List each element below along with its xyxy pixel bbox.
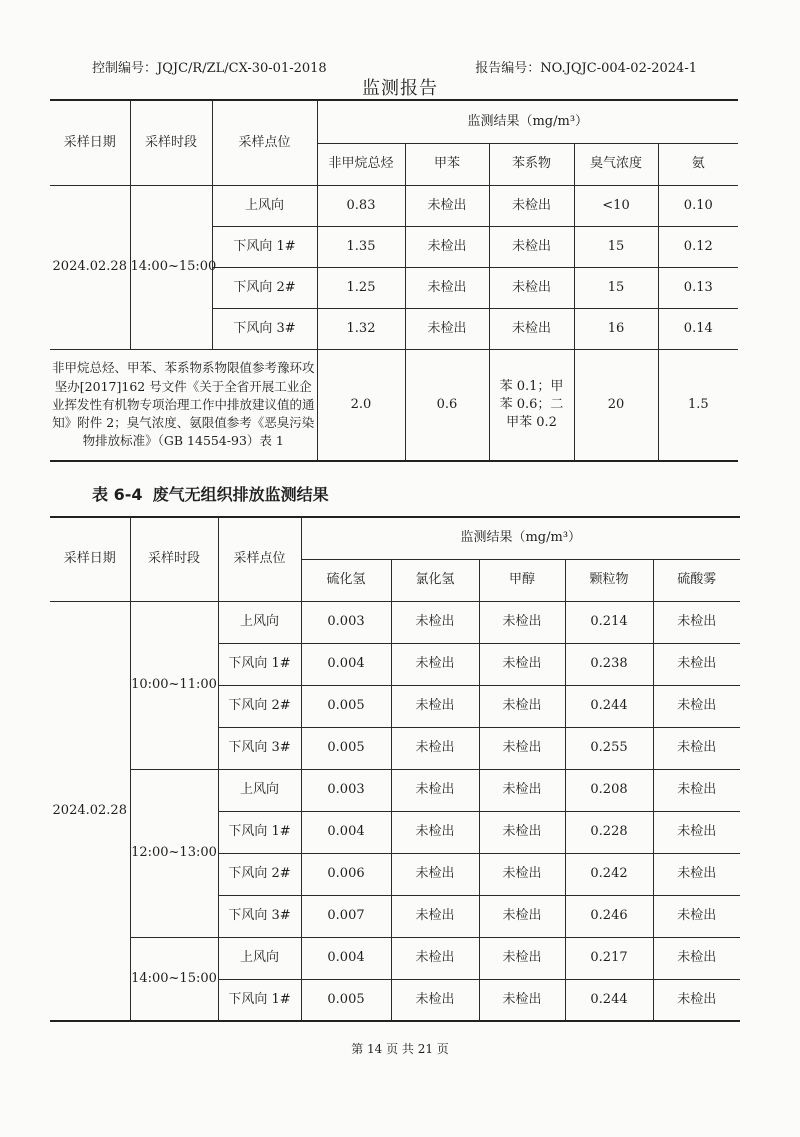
- value-cell: 未检出: [479, 769, 565, 811]
- point-cell: 下风向 1#: [218, 811, 301, 853]
- value-cell: 0.242: [565, 853, 653, 895]
- header-sampling-date: 采样日期: [50, 517, 130, 601]
- results-group-label: 监测结果（mg/m³）: [460, 530, 582, 546]
- point-cell: 上风向: [212, 185, 317, 226]
- limit-value: 0.6: [405, 349, 489, 461]
- value-cell: 未检出: [391, 601, 479, 643]
- value-cell: 未检出: [653, 601, 740, 643]
- header-sampling-period: 采样时段: [130, 517, 218, 601]
- value-cell: 未检出: [391, 769, 479, 811]
- sampling-period-cell: 14:00~15:00: [130, 185, 212, 349]
- limit-value: 2.0: [317, 349, 405, 461]
- subheader: 硫化氢: [301, 559, 391, 601]
- value-cell: 未检出: [479, 937, 565, 979]
- value-cell: 0.004: [301, 937, 391, 979]
- point-cell: 上风向: [218, 601, 301, 643]
- value-cell: 未检出: [653, 643, 740, 685]
- value-cell: 未检出: [653, 853, 740, 895]
- value-cell: 未检出: [479, 727, 565, 769]
- subheader: 臭气浓度: [574, 143, 658, 185]
- point-cell: 下风向 3#: [218, 727, 301, 769]
- subheader: 非甲烷总烃: [317, 143, 405, 185]
- value-cell: 0.006: [301, 853, 391, 895]
- value-cell: 0.10: [658, 185, 738, 226]
- value-cell: 未检出: [479, 643, 565, 685]
- value-cell: 0.83: [317, 185, 405, 226]
- subheader: 硫酸雾: [653, 559, 740, 601]
- value-cell: 未检出: [653, 727, 740, 769]
- value-cell: 0.246: [565, 895, 653, 937]
- value-cell: 0.228: [565, 811, 653, 853]
- value-cell: 0.214: [565, 601, 653, 643]
- value-cell: 1.32: [317, 308, 405, 349]
- value-cell: 0.238: [565, 643, 653, 685]
- value-cell: 未检出: [653, 769, 740, 811]
- value-cell: 未检出: [391, 979, 479, 1021]
- value-cell: 未检出: [391, 937, 479, 979]
- value-cell: 0.255: [565, 727, 653, 769]
- value-cell: 未检出: [653, 937, 740, 979]
- value-cell: 未检出: [479, 853, 565, 895]
- value-cell: 0.004: [301, 643, 391, 685]
- value-cell: 0.003: [301, 769, 391, 811]
- value-cell: 未检出: [489, 226, 574, 267]
- subheader: 氯化氢: [391, 559, 479, 601]
- value-cell: 0.244: [565, 685, 653, 727]
- value-cell: 未检出: [391, 811, 479, 853]
- value-cell: 未检出: [405, 308, 489, 349]
- value-cell: 未检出: [479, 601, 565, 643]
- value-cell: 16: [574, 308, 658, 349]
- page-title: 监测报告: [362, 78, 438, 99]
- value-cell: 未检出: [479, 979, 565, 1021]
- results-group-label: 监测结果（mg/m³）: [467, 113, 589, 129]
- value-cell: 0.004: [301, 811, 391, 853]
- header-sampling-date: 采样日期: [50, 100, 130, 185]
- point-cell: 下风向 2#: [218, 685, 301, 727]
- value-cell: 未检出: [391, 727, 479, 769]
- report-number: 报告编号：NO.JQJC-004-02-2024-1: [475, 61, 697, 76]
- value-cell: <10: [574, 185, 658, 226]
- subheader: 氨: [658, 143, 738, 185]
- monitoring-table-2: [50, 516, 740, 1022]
- value-cell: 未检出: [489, 267, 574, 308]
- control-number: 控制编号：JQJC/R/ZL/CX-30-01-2018: [92, 61, 327, 76]
- value-cell: 未检出: [391, 853, 479, 895]
- point-cell: 下风向 1#: [212, 226, 317, 267]
- page-number: 第 14 页 共 21 页: [351, 1042, 449, 1056]
- header-sampling-point: 采样点位: [218, 517, 301, 601]
- caption-text: 废气无组织排放监测结果: [152, 485, 329, 504]
- caption-number: 表 6-4: [92, 485, 143, 504]
- value-cell: 0.13: [658, 267, 738, 308]
- value-cell: 未检出: [479, 895, 565, 937]
- point-cell: 下风向 2#: [212, 267, 317, 308]
- value-cell: 0.005: [301, 685, 391, 727]
- value-cell: 未检出: [653, 895, 740, 937]
- value-cell: 未检出: [391, 685, 479, 727]
- point-cell: 上风向: [218, 769, 301, 811]
- sampling-date-cell: 2024.02.28: [50, 185, 130, 349]
- subheader: 甲苯: [405, 143, 489, 185]
- value-cell: 未检出: [653, 979, 740, 1021]
- value-cell: 0.217: [565, 937, 653, 979]
- value-cell: 未检出: [405, 267, 489, 308]
- value-cell: 1.25: [317, 267, 405, 308]
- value-cell: 未检出: [653, 685, 740, 727]
- point-cell: 下风向 1#: [218, 979, 301, 1021]
- point-cell: 下风向 2#: [218, 853, 301, 895]
- value-cell: 未检出: [391, 895, 479, 937]
- value-cell: 未检出: [405, 226, 489, 267]
- point-cell: 下风向 3#: [212, 308, 317, 349]
- value-cell: 0.003: [301, 601, 391, 643]
- value-cell: 未检出: [479, 811, 565, 853]
- value-cell: 未检出: [479, 685, 565, 727]
- header-sampling-point: 采样点位: [212, 100, 317, 185]
- sampling-period-cell: 14:00~15:00: [130, 937, 218, 1021]
- value-cell: 0.208: [565, 769, 653, 811]
- subheader: 颗粒物: [565, 559, 653, 601]
- subheader: 苯系物: [489, 143, 574, 185]
- limit-value: 1.5: [658, 349, 738, 461]
- value-cell: 0.005: [301, 979, 391, 1021]
- value-cell: 未检出: [489, 308, 574, 349]
- value-cell: 0.005: [301, 727, 391, 769]
- subheader: 甲醇: [479, 559, 565, 601]
- monitoring-table-1: [50, 99, 738, 462]
- value-cell: 0.14: [658, 308, 738, 349]
- value-cell: 未检出: [653, 811, 740, 853]
- value-cell: 15: [574, 267, 658, 308]
- value-cell: 15: [574, 226, 658, 267]
- header-sampling-period: 采样时段: [130, 100, 212, 185]
- header-results-group: [301, 517, 740, 559]
- sampling-period-cell: 10:00~11:00: [130, 601, 218, 769]
- value-cell: 未检出: [405, 185, 489, 226]
- table-caption: [92, 482, 329, 505]
- sampling-period-cell: 12:00~13:00: [130, 769, 218, 937]
- limit-reference-note: 非甲烷总烃、甲苯、苯系物系物限值参考豫环攻坚办[2017]162 号文件《关于全省开展工业企业挥发性有机物专项治理工作中排放建议值的通知》附件 2；臭气浓度、氨限值参考《恶臭污染物排放标准》（GB 14554-93）表 1: [50, 349, 317, 461]
- point-cell: 上风向: [218, 937, 301, 979]
- limit-value: 20: [574, 349, 658, 461]
- header-results-group: [317, 100, 738, 143]
- sampling-date-cell: 2024.02.28: [50, 601, 130, 1021]
- value-cell: 未检出: [489, 185, 574, 226]
- value-cell: 1.35: [317, 226, 405, 267]
- value-cell: 0.244: [565, 979, 653, 1021]
- value-cell: 0.12: [658, 226, 738, 267]
- point-cell: 下风向 3#: [218, 895, 301, 937]
- point-cell: 下风向 1#: [218, 643, 301, 685]
- value-cell: 0.007: [301, 895, 391, 937]
- value-cell: 未检出: [391, 643, 479, 685]
- limit-value: 苯 0.1；甲苯 0.6；二甲苯 0.2: [489, 349, 574, 461]
